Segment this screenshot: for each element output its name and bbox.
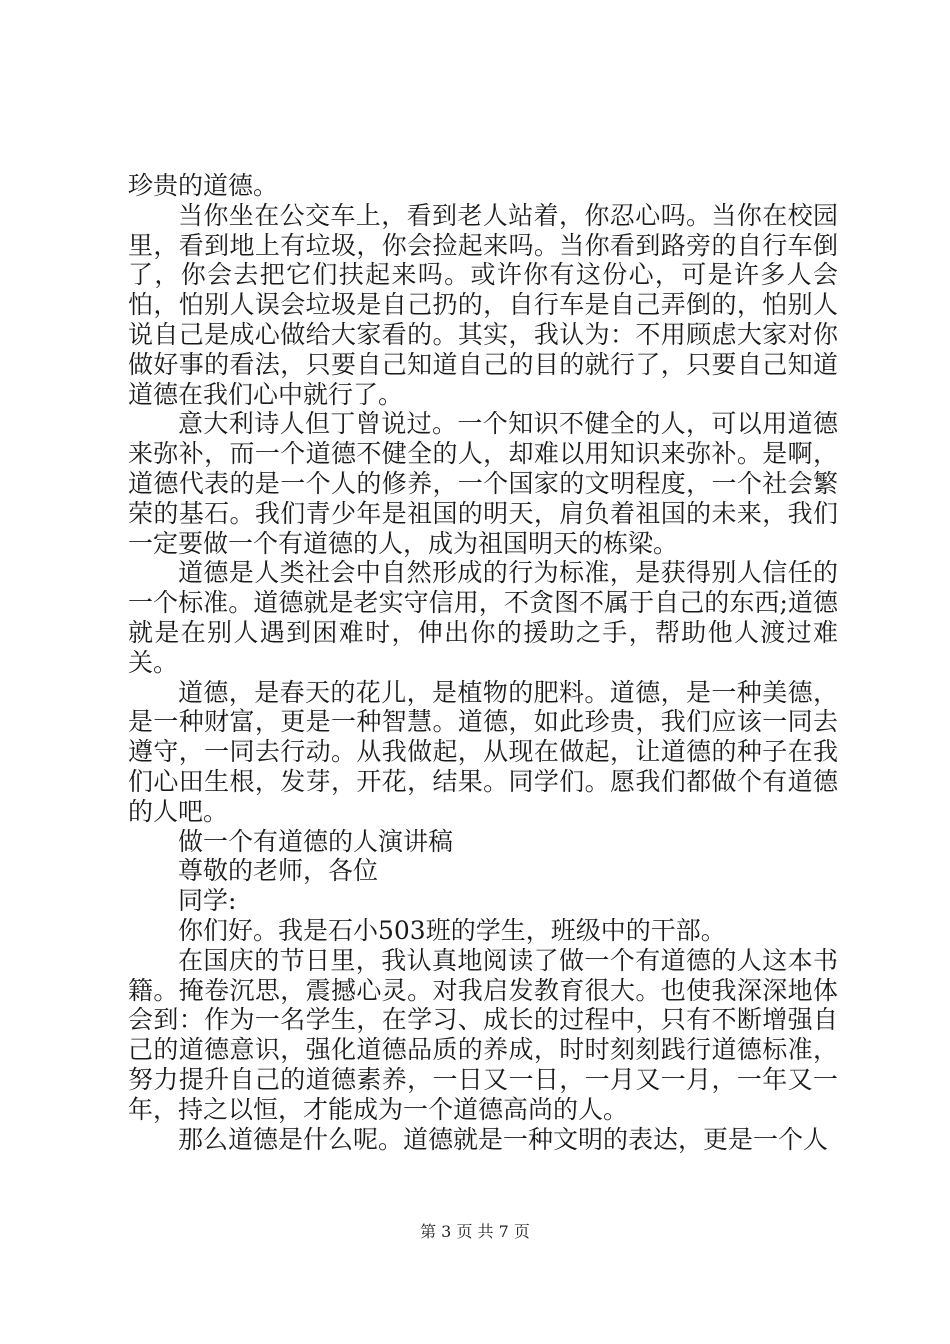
speech-title: 做一个有道德的人演讲稿 xyxy=(178,826,454,856)
paragraph: 在国庆的节日里，我认真地阅读了做一个有道德的人这本书籍。掩卷沉思，震撼心灵。对我启发教育很大。也使我深深地体会到：作为一名学生，在学习、成长的过程中，只有不断增强自己的道德意识，强化道德品质的养成，时时刻刻践行道德标准，努力提升自己的道德素养，一日又一日，一月又一月，一年又一年，持之以恒，才能成为一个道德高尚的人。 xyxy=(128,945,838,1124)
paragraph: 珍贵的道德。 xyxy=(128,171,279,200)
paragraph: 意大利诗人但丁曾说过。一个知识不健全的人，可以用道德来弥补，而一个道德不健全的人，却难以用知识来弥补。是啊，道德代表的是一个人的修养，一个国家的文明程度，一个社会繁荣的基石。我们青少年是祖国的明天，肩负着祖国的未来，我们一定要做一个有道德的人，成为祖国明天的栋梁。 xyxy=(128,409,838,558)
page-footer xyxy=(0,1219,950,1242)
document-body xyxy=(128,171,838,1154)
salutation-line: 同学: xyxy=(178,886,237,916)
salutation-line: 尊敬的老师，各位 xyxy=(178,856,379,886)
greeting-line: 你们好。我是石小503班的学生，班级中的干部。 xyxy=(178,915,726,945)
page-number: 第 3 页 共 7 页 xyxy=(420,1222,530,1241)
paragraph: 当你坐在公交车上，看到老人站着，你忍心吗。当你在校园里，看到地上有垃圾，你会捡起来吗。当你看到路旁的自行车倒了，你会去把它们扶起来吗。或许你有这份心，可是许多人会怕，怕别人误会垃圾是自己扔的，自行车是自己弄倒的，怕别人说自己是成心做给大家看的。其实，我认为：不用顾虑大家对你做好事的看法，只要自己知道自己的目的就行了，只要自己知道道德在我们心中就行了。 xyxy=(128,200,838,409)
paragraph: 道德，是春天的花儿，是植物的肥料。道德，是一种美德，是一种财富，更是一种智慧。道德，如此珍贵，我们应该一同去遵守，一同去行动。从我做起，从现在做起，让道德的种子在我们心田生根，发芽，开花，结果。同学们。愿我们都做个有道德的人吧。 xyxy=(128,677,838,826)
paragraph: 那么道德是什么呢。道德就是一种文明的表达，更是一个人 xyxy=(178,1124,829,1154)
paragraph: 道德是人类社会中自然形成的行为标准，是获得别人信任的一个标准。道德就是老实守信用，不贪图不属于自己的东西;道德就是在别人遇到困难时，伸出你的援助之手，帮助他人渡过难关。 xyxy=(128,558,838,677)
